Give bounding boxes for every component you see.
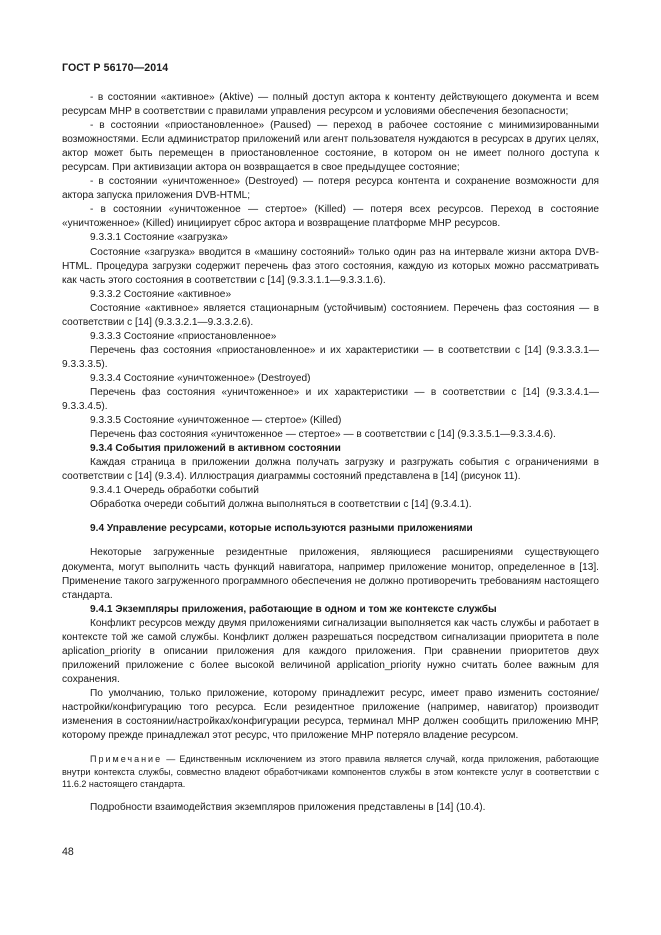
heading-9-4-1: 9.4.1 Экземпляры приложения, работающие в одном и том же контексте службы [90,603,497,615]
paragraph-loading-state: Состояние «загрузка» вводится в «машину состояний» только один раз на интервале жизни актора DVB-HTML. Процедура загрузки содержит перечень фаз этого состояния, каждую из которых можно рассматривать как часть этого состояния в соответствии с [14] (9.3.3.1.1—9.3.3.1.6). [62,246,599,286]
paragraph-event-queue: Обработка очереди событий должна выполняться в соответствии с [14] (9.3.4.1). [90,499,472,511]
heading-9-3-4-1: 9.3.4.1 Очередь обработки событий [90,485,259,497]
document-header: ГОСТ Р 56170—2014 [62,62,169,74]
paragraph-paused-phases: Перечень фаз состояния «приостановленное» и их характеристики — в соответствии с [14] (9.3.3.3.1—9.3.3.3.5). [62,344,599,370]
paragraph-active-state: - в состоянии «активное» (Aktive) — полный доступ актора к контенту действующего документа и всем ресурсам МНР в соответствии с правилами управления ресурсом и условиями обеспечения безопасности; [62,92,599,118]
heading-9-3-3-2: 9.3.3.2 Состояние «активное» [90,288,232,300]
paragraph-default-ownership: По умолчанию, только приложение, которому принадлежит ресурс, имеет право изменить состояние/настройки/конфигурацию того ресурса. Если резидентное приложение (например, навигатор) производит изменения в состоянии/настройках/конфигурации ресурса, терминал МНР должен сообщить приложению МНР, которому прежде принадлежал этот ресурс, что приложение МНР потеряло владение ресурсом. [62,687,599,742]
heading-9-3-3-5: 9.3.3.5 Состояние «уничтоженное — стертое» (Killed) [90,415,342,427]
note-text: — Единственным исключением из этого правила является случай, когда приложения, работающие внутри контекста службы, совместно владеют обработчиками компонентов службы в этом контексте услуг в соответствии с 11.6.2 настоящего стандарта. [62,754,599,790]
heading-9-3-3-1: 9.3.3.1 Состояние «загрузка» [90,232,228,244]
heading-9-3-3-4: 9.3.3.4 Состояние «уничтоженное» (Destroyed) [90,372,311,384]
paragraph-interaction-details: Подробности взаимодействия экземпляров приложения представлены в [14] (10.4). [90,801,486,813]
heading-9-4: 9.4 Управление ресурсами, которые используются разными приложениями [90,523,473,535]
paragraph-active-stationary: Состояние «активное» является стационарным (устойчивым) состоянием. Перечень фаз состояния — в соответствии с [14] (9.3.3.2.1—9.3.3.2.6). [62,302,599,328]
paragraph-page-events: Каждая страница в приложении должна получать загрузку и разгружать события с ограничениями в соответствии с [14] (9.3.4). Иллюстрация диаграммы состояний представлена в [14] (рисунок 11). [62,457,599,483]
paragraph-killed-phases: Перечень фаз состояния «уничтоженное — стертое» — в соответствии с [14] (9.3.3.5.1—9.3.3.4.6). [90,429,556,441]
paragraph-killed-state: - в состоянии «уничтоженное — стертое» (Killed) — потеря всех ресурсов. Переход в состояние «уничтоженное» (Killed) инициирует сброс актора и возвращение платформе МНР ресурсов. [62,204,599,230]
page-number: 48 [62,846,74,858]
document-body [62,91,599,815]
heading-9-3-3-3: 9.3.3.3 Состояние «приостановленное» [90,330,277,342]
paragraph-paused-state: - в состоянии «приостановленное» (Paused) — переход в рабочее состояние с минимизированными возможностями. Если администратор приложений или агент пользователя нуждаются в ресурсах в других целях, актор может быть перемещен в приостановленное состояние, в котором он не имеет полного доступа к ресурсам. При активизации актора он возвращается в свое предыдущее состояние; [62,120,599,174]
heading-9-3-4: 9.3.4 События приложений в активном состоянии [90,443,341,455]
paragraph-resource-conflict: Конфликт ресурсов между двумя приложениями сигнализации выполняется как часть службы и работает в контексте той же самой службы. Конфликт должен разрешаться посредством сигнализации приоритета в поле aplication_priority в описании приложения для каждого приложения. При сравнении приоритетов двух приложений приложение с более высокой величиной application_priority нужно считать более важным для сохранения. [62,617,599,685]
note [62,753,599,791]
paragraph-destroyed-phases: Перечень фаз состояния «уничтоженное» и их характеристики — в соответствии с [14] (9.3.3.4.1—9.3.3.4.5). [62,386,599,413]
paragraph-resident-apps: Некоторые загруженные резидентные приложения, являющиеся расширениями существующего документа, могут выполнить часть функций навигатора, например приложение монитор, определенное в [13]. Применение такого загруженного программного обеспечения не должно противоречить требованиям настоящего стандарта. [62,547,599,601]
note-label: Примечание [90,754,163,765]
paragraph-destroyed-state: - в состоянии «уничтоженное» (Destroyed) — потеря ресурса контента и сохранение возможности для актора запуска приложения DVB-HTML; [62,176,599,202]
